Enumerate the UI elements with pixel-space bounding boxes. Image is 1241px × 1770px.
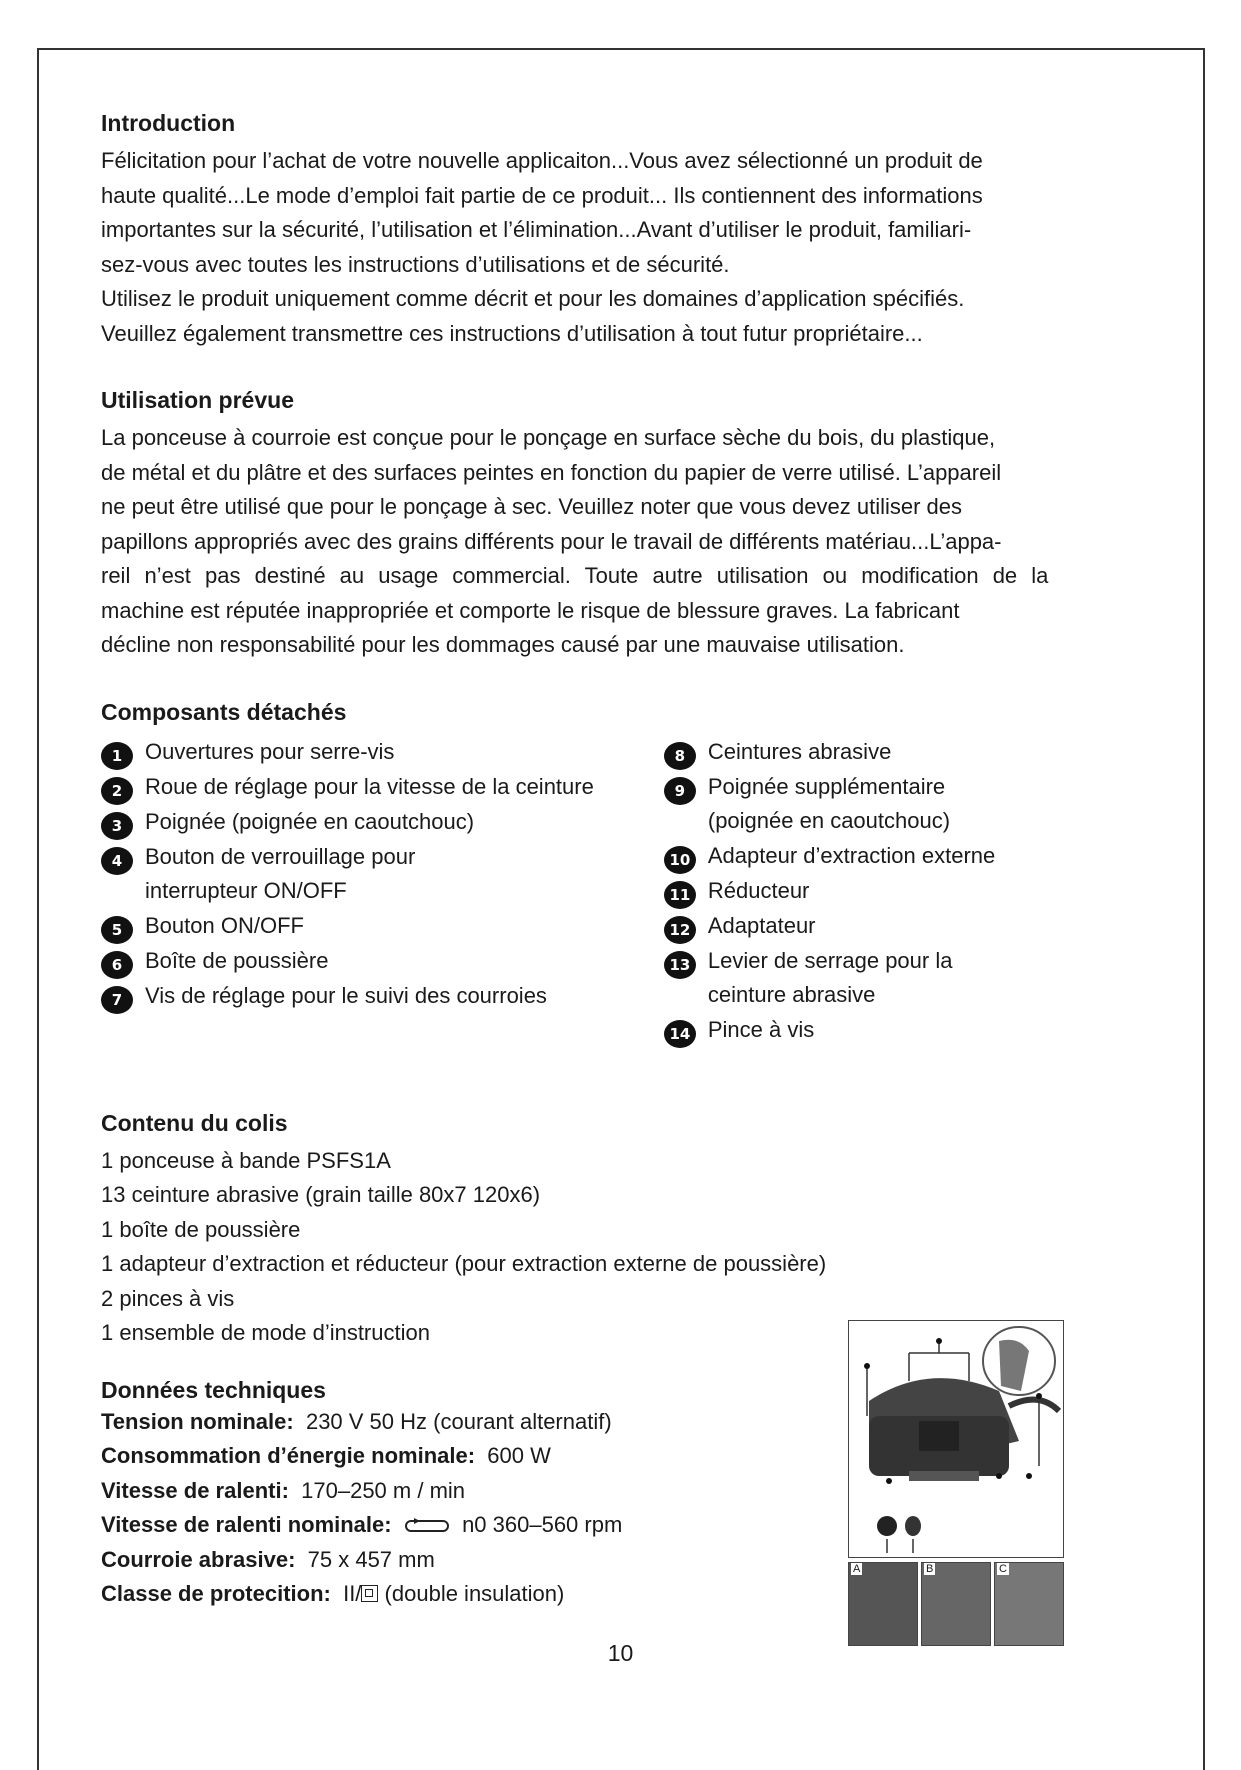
figure-panel-b <box>921 1562 991 1646</box>
package-line: 1 ponceuse à bande PSFS1A <box>101 1147 391 1173</box>
intro-line: haute qualité...Le mode d’emploi fait partie de ce produit... Ils contiennent des informations <box>101 182 983 208</box>
component-item <box>101 840 461 909</box>
component-label: Adaptateur <box>707 912 816 938</box>
number-badge-icon: 2 <box>101 777 133 805</box>
package-section <box>101 1108 1146 1351</box>
number-badge-icon: 5 <box>101 916 133 944</box>
component-label: Roue de réglage pour la vitesse de la ceinture <box>145 773 594 799</box>
tech-title: Données techniques <box>101 1376 326 1403</box>
component-item <box>101 770 664 805</box>
intro-line: importantes sur la sécurité, l’utilisation et l’élimination...Avant d’utiliser le produit, familiari- <box>101 217 972 242</box>
tech-value: 75 x 457 mm <box>307 1546 435 1572</box>
component-label: Bouton ON/OFF <box>145 912 304 938</box>
number-badge-icon: 6 <box>101 951 133 979</box>
sander-figure <box>848 1320 1064 1646</box>
tech-value: 600 W <box>487 1443 551 1468</box>
usage-section <box>101 385 1146 663</box>
usage-title: Utilisation prévue <box>101 387 294 413</box>
package-line: 2 pinces à vis <box>101 1285 235 1311</box>
component-item <box>101 735 664 770</box>
number-badge-icon: 9 <box>664 777 696 805</box>
sander-main-image <box>848 1320 1064 1558</box>
component-item <box>101 944 664 979</box>
component-item <box>664 944 994 1013</box>
components-right-column <box>664 735 1146 1048</box>
component-label: Ceintures abrasive <box>707 738 892 764</box>
intro-line: Utilisez le produit uniquement comme décrit et pour les domaines d’application spécifiés. <box>101 286 965 311</box>
component-item <box>664 1013 1146 1048</box>
figure-label: B <box>926 1563 934 1575</box>
tech-label: Vitesse de ralenti: <box>101 1477 289 1503</box>
component-item <box>101 805 664 840</box>
usage-line: ne peut être utilisé que pour le ponçage à sec. Veuillez noter que vous devez utiliser des <box>101 494 962 519</box>
number-badge-icon: 12 <box>664 916 696 944</box>
component-label: Levier de serrage pour la ceinture abrasive <box>707 947 953 1007</box>
package-line: 1 adapteur d’extraction et réducteur (pour extraction externe de poussière) <box>101 1251 827 1276</box>
tech-label: Vitesse de ralenti nominale: <box>101 1512 392 1537</box>
number-badge-icon: 8 <box>664 742 696 770</box>
component-item <box>664 770 994 839</box>
tech-value: 230 V 50 Hz (courant alternatif) <box>305 1408 612 1434</box>
component-item <box>101 979 664 1014</box>
belt-speed-icon <box>404 1517 450 1535</box>
component-item <box>664 839 1146 874</box>
intro-line: Félicitation pour l’achat de votre nouvelle applicaiton...Vous avez sélectionné un produit de <box>101 148 983 173</box>
number-badge-icon: 1 <box>101 742 133 770</box>
tech-label: Tension nominale: <box>101 1408 294 1434</box>
figure-label: C <box>999 1563 1007 1575</box>
number-badge-icon: 10 <box>664 846 696 874</box>
component-item <box>101 909 664 944</box>
page-number: 10 <box>607 1640 634 1666</box>
components-left-column <box>101 735 664 1048</box>
usage-line: reil n’est pas destiné au usage commercial. Toute autre utilisation ou modification de la <box>101 563 1049 588</box>
figure-label: A <box>853 1563 861 1575</box>
tech-value: 170–250 m / min <box>301 1477 466 1503</box>
component-label: Boîte de poussière <box>145 947 329 973</box>
intro-line: Veuillez également transmettre ces instructions d’utilisation à tout futur propriétaire... <box>101 320 923 346</box>
usage-line: La ponceuse à courroie est conçue pour le ponçage en surface sèche du bois, du plastique, <box>101 425 996 450</box>
number-badge-icon: 14 <box>664 1020 696 1048</box>
intro-title: Introduction <box>101 110 236 136</box>
tech-value-prefix: II/ <box>343 1581 362 1606</box>
tech-label: Courroie abrasive: <box>101 1546 296 1572</box>
intro-section <box>101 108 1146 351</box>
intro-line: sez-vous avec toutes les instructions d’utilisations et de sécurité. <box>101 251 730 277</box>
usage-line: décline non responsabilité pour les dommages causé par une mauvaise utilisation. <box>101 632 905 657</box>
number-badge-icon: 11 <box>664 881 696 909</box>
double-insulation-icon <box>361 1585 378 1602</box>
component-item <box>664 874 1146 909</box>
component-label: Réducteur <box>707 877 810 903</box>
usage-line: machine est réputée inappropriée et comporte le risque de blessure graves. La fabricant <box>101 597 960 623</box>
package-line: 1 ensemble de mode d’instruction <box>101 1320 430 1345</box>
number-badge-icon: 7 <box>101 986 133 1014</box>
package-line: 1 boîte de poussière <box>101 1216 301 1242</box>
usage-line: papillons appropriés avec des grains différents pour le travail de différents matériau...L’appa- <box>101 528 1002 554</box>
components-columns <box>101 735 1146 1048</box>
component-label: Poignée (poignée en caoutchouc) <box>145 808 475 834</box>
component-label: Ouvertures pour serre-vis <box>145 738 395 764</box>
component-label: Pince à vis <box>707 1016 815 1042</box>
figure-panel-c <box>994 1562 1064 1646</box>
number-badge-icon: 13 <box>664 951 696 979</box>
tech-value: n0 360–560 rpm <box>462 1512 623 1537</box>
components-title: Composants détachés <box>101 698 347 725</box>
package-line: 13 ceinture abrasive (grain taille 80x7 120x6) <box>101 1182 541 1207</box>
component-label: Poignée supplémentaire (poignée en caoutchouc) <box>707 773 951 833</box>
package-title: Contenu du colis <box>101 1109 288 1136</box>
usage-line: de métal et du plâtre et des surfaces peintes en fonction du papier de verre utilisé. L’appareil <box>101 459 1002 485</box>
component-label: Vis de réglage pour le suivi des courroies <box>145 982 547 1008</box>
component-item <box>664 909 1146 944</box>
tech-label: Consommation d’énergie nominale: <box>101 1443 476 1468</box>
components-section <box>101 697 1146 1048</box>
belt-sander-illustration <box>849 1321 1063 1557</box>
component-label: Bouton de verrouillage pour interrupteur ON/OFF <box>145 843 416 903</box>
number-badge-icon: 3 <box>101 812 133 840</box>
figure-panel-a <box>848 1562 918 1646</box>
tech-label: Classe de protecition: <box>101 1581 331 1606</box>
component-label: Adapteur d’extraction externe <box>707 842 996 868</box>
tech-value: (double insulation) <box>384 1581 565 1606</box>
number-badge-icon: 4 <box>101 847 133 875</box>
component-item <box>664 735 1146 770</box>
